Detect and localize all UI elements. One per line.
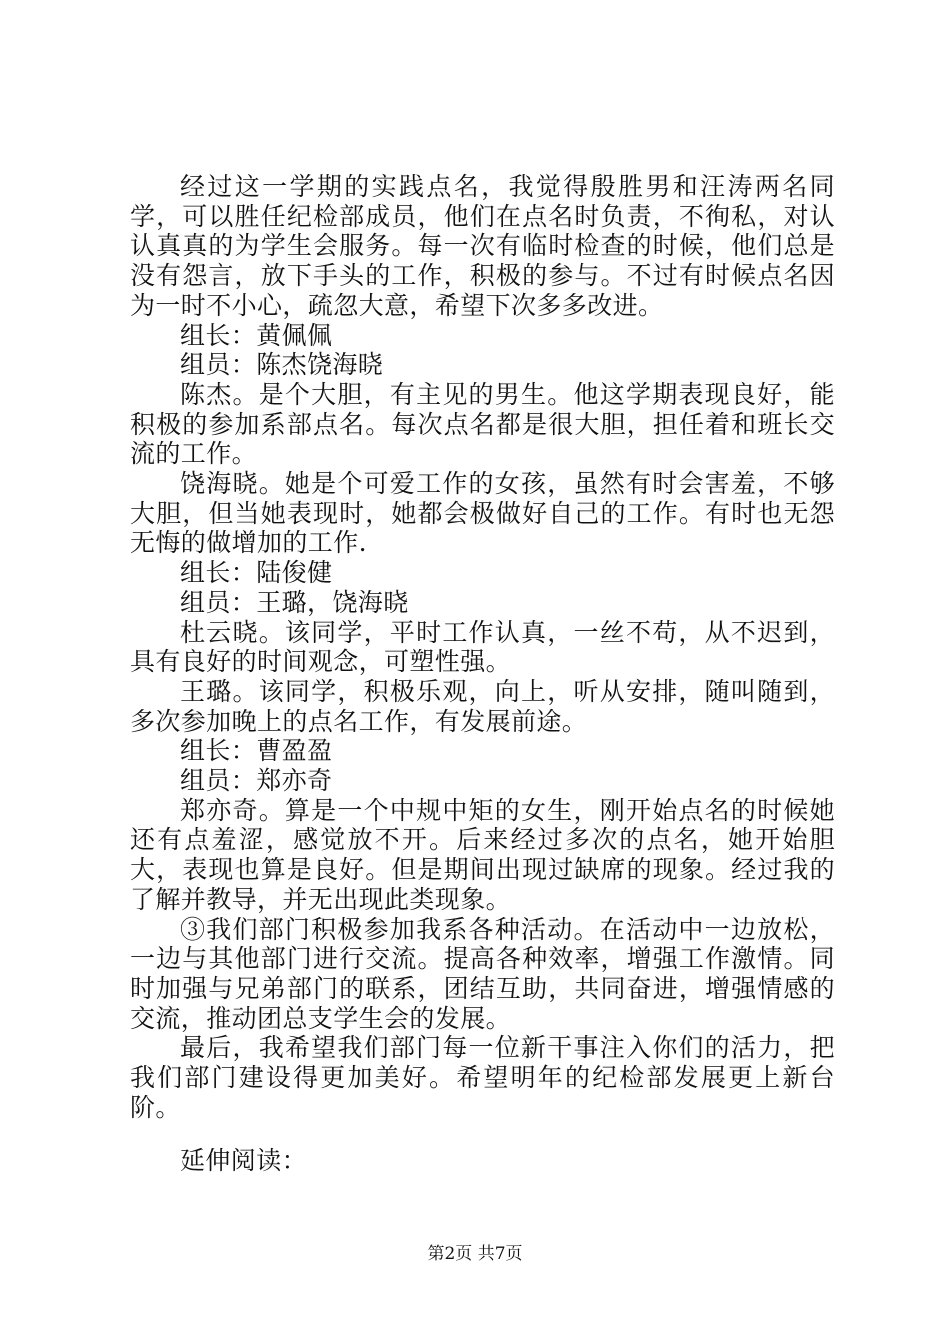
member-review-zhengyiqi: 郑亦奇。算是一个中规中矩的女生，刚开始点名的时候她还有点羞涩，感觉放不开。后来经过多次的点名，她开始胆大，表现也算是良好。但是期间出现过缺席的现象。经过我的了解并教导，并无出现此类现象。 — [130, 795, 835, 914]
group-leader-1: 组长：黄佩佩 — [180, 320, 333, 350]
group-members-1: 组员：陈杰饶海晓 — [180, 350, 384, 380]
group-members-2: 组员：王璐，饶海晓 — [180, 587, 409, 617]
document-body — [130, 172, 835, 1123]
extended-reading — [130, 1146, 835, 1176]
paragraph-activities: ③我们部门积极参加我系各种活动。在活动中一边放松，一边与其他部门进行交流。提高各种效率，增强工作激情。同时加强与兄弟部门的联系，团结互助，共同奋进，增强情感的交流，推动团总支学生会的发展。 — [130, 914, 835, 1033]
group-leader-2: 组长：陆俊健 — [180, 558, 333, 588]
page-footer: 第2页 共7页 — [427, 1244, 523, 1264]
extended-reading-label: 延伸阅读： — [180, 1146, 308, 1175]
group-members-3: 组员：郑亦奇 — [180, 766, 333, 796]
paragraph-practice-summary: 经过这一学期的实践点名，我觉得殷胜男和汪涛两名同学，可以胜任纪检部成员，他们在点名时负责，不徇私，对认认真真的为学生会服务。每一次有临时检查的时候，他们总是没有怨言，放下手头的工作，积极的参与。不过有时候点名因为一时不小心，疏忽大意，希望下次多多改进。 — [130, 172, 835, 320]
member-review-wanglu: 王璐。该同学，积极乐观，向上，听从安排，随叫随到，多次参加晚上的点名工作，有发展前途。 — [130, 676, 835, 736]
member-review-chenjie: 陈杰。是个大胆，有主见的男生。他这学期表现良好，能积极的参加系部点名。每次点名都是很大胆，担任着和班长交流的工作。 — [130, 379, 835, 469]
paragraph-conclusion: 最后，我希望我们部门每一位新干事注入你们的活力，把我们部门建设得更加美好。希望明年的纪检部发展更上新台阶。 — [130, 1033, 835, 1122]
member-review-raohaixiao: 饶海晓。她是个可爱工作的女孩，虽然有时会害羞，不够大胆，但当她表现时，她都会极做好自己的工作。有时也无怨无悔的做增加的工作. — [130, 469, 835, 558]
group-leader-3: 组长：曹盈盈 — [180, 736, 333, 766]
member-review-duyunxiao: 杜云晓。该同学，平时工作认真，一丝不苟，从不迟到，具有良好的时间观念，可塑性强。 — [130, 617, 835, 677]
